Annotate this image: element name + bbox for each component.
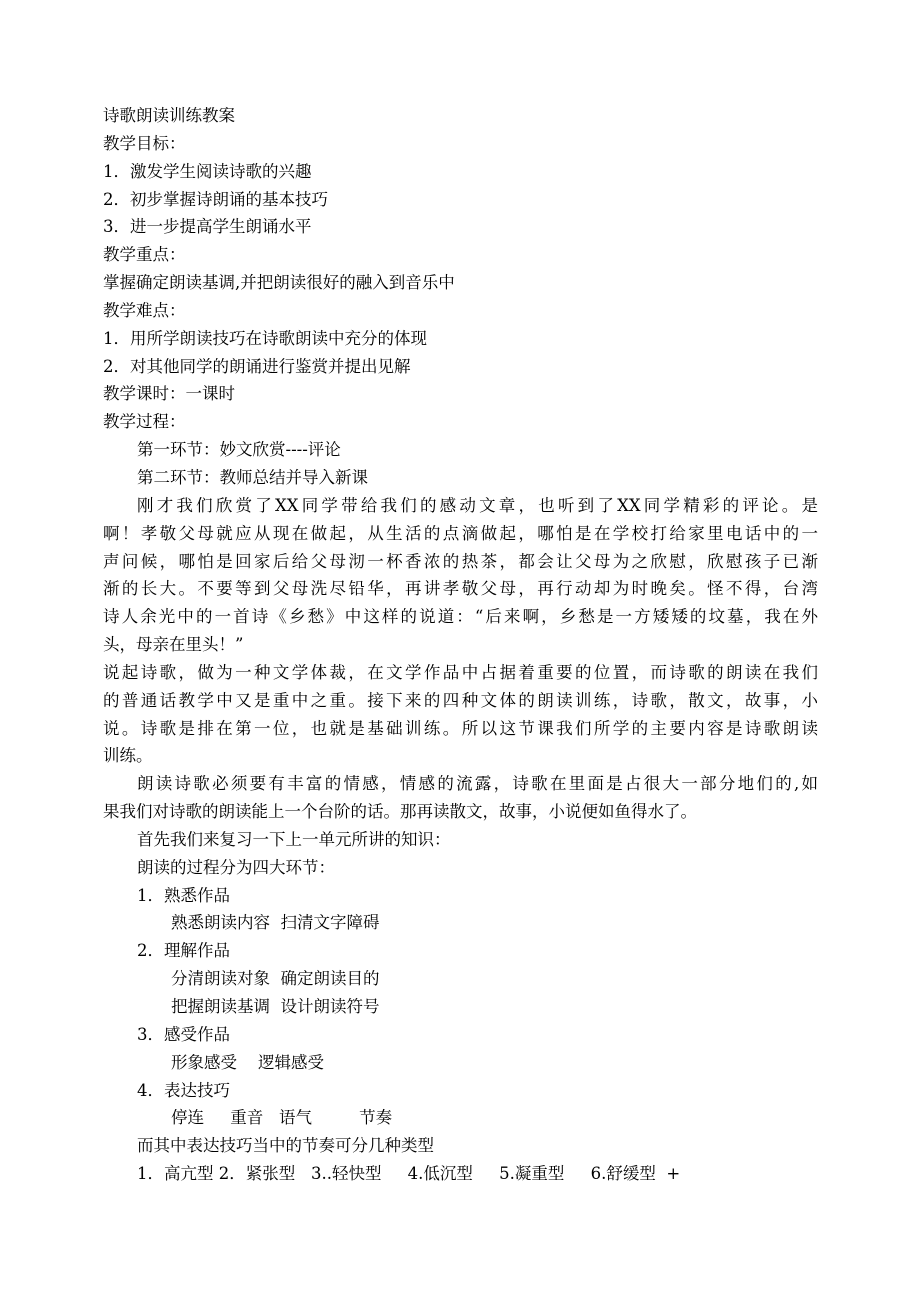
section-heading: 教学过程： bbox=[103, 412, 186, 432]
paragraph-line: 头，母亲在里头！” bbox=[103, 635, 244, 655]
sub-item: 把握朗读基调 设计朗读符号 bbox=[171, 997, 380, 1016]
paragraph-line: 说。诗歌是排在第一位，也就是基础训练。所以这节课我们所学的主要内容是诗歌朗读 bbox=[103, 718, 818, 738]
list-item: 1．熟悉作品 bbox=[137, 885, 230, 905]
paragraph-line: 果我们对诗歌的朗读能上一个台阶的话。那再读散文，故事，小说便如鱼得水了。 bbox=[103, 802, 697, 822]
document-body bbox=[103, 102, 818, 1188]
text-line: 首先我们来复习一下上一单元所讲的知识： bbox=[137, 829, 451, 849]
text-line: 而其中表达技巧当中的节奏可分几种类型 bbox=[137, 1136, 434, 1156]
list-item: 1．激发学生阅读诗歌的兴趣 bbox=[103, 161, 312, 181]
list-item: 4．表达技巧 bbox=[137, 1080, 230, 1100]
list-item: 2．初步掌握诗朗诵的基本技巧 bbox=[103, 189, 328, 209]
rhythm-types-list: 1．高亢型 2．紧张型 3..轻快型 4.低沉型 5.凝重型 6.舒缓型 + bbox=[137, 1164, 681, 1184]
sub-item: 分清朗读对象 确定朗读目的 bbox=[171, 969, 380, 989]
sub-item: 形象感受 逻辑感受 bbox=[171, 1052, 324, 1072]
list-item: 3．感受作品 bbox=[137, 1024, 230, 1044]
sub-item: 停连 重音 语气 节奏 bbox=[171, 1108, 393, 1128]
paragraph-line: 渐的长大。不要等到父母洗尽铅华，再讲孝敬父母，再行动却为时晚矣。怪不得，台湾 bbox=[103, 579, 818, 599]
list-item: 3．进一步提高学生朗诵水平 bbox=[103, 217, 312, 237]
section-heading: 教学重点： bbox=[103, 245, 186, 265]
paragraph-line: 的普通话教学中又是重中之重。接下来的四种文体的朗读训练，诗歌，散文，故事，小 bbox=[103, 690, 818, 710]
list-item: 1．用所学朗读技巧在诗歌朗读中充分的体现 bbox=[103, 328, 427, 348]
text-line: 第二环节：教师总结并导入新课 bbox=[137, 467, 368, 487]
section-heading: 教学目标： bbox=[103, 133, 186, 153]
paragraph-line: 训练。 bbox=[103, 746, 153, 766]
text-line: 朗读的过程分为四大环节： bbox=[137, 857, 335, 877]
list-item: 2．理解作品 bbox=[137, 941, 230, 961]
paragraph-line: 声问候，哪怕是回家后给父母沏一杯香浓的热茶，都会让父母为之欣慰，欣慰孩子已渐 bbox=[103, 551, 818, 571]
text-line: 第一环节：妙文欣赏----评论 bbox=[137, 440, 341, 460]
paragraph-line: 啊！孝敬父母就应从现在做起，从生活的点滴做起，哪怕是在学校打给家里电话中的一 bbox=[103, 523, 818, 543]
paragraph-line: 刚才我们欣赏了XX同学带给我们的感动文章，也听到了XX同学精彩的评论。是 bbox=[137, 495, 818, 515]
section-heading: 教学难点： bbox=[103, 300, 186, 320]
paragraph-line: 朗读诗歌必须要有丰富的情感，情感的流露，诗歌在里面是占很大一部分地们的,如 bbox=[137, 774, 818, 794]
paragraph-line: 说起诗歌，做为一种文学体裁，在文学作品中占据着重要的位置，而诗歌的朗读在我们 bbox=[103, 662, 818, 682]
sub-item: 熟悉朗读内容 扫清文字障碍 bbox=[171, 913, 380, 933]
doc-title: 诗歌朗读训练教案 bbox=[103, 106, 235, 125]
list-item: 2．对其他同学的朗诵进行鉴赏并提出见解 bbox=[103, 356, 411, 376]
text-line: 掌握确定朗读基调,并把朗读很好的融入到音乐中 bbox=[103, 273, 455, 293]
paragraph-line: 诗人余光中的一首诗《乡愁》中这样的说道：“后来啊，乡愁是一方矮矮的坟墓，我在外 bbox=[103, 607, 818, 627]
text-line: 教学课时：一课时 bbox=[103, 384, 235, 404]
